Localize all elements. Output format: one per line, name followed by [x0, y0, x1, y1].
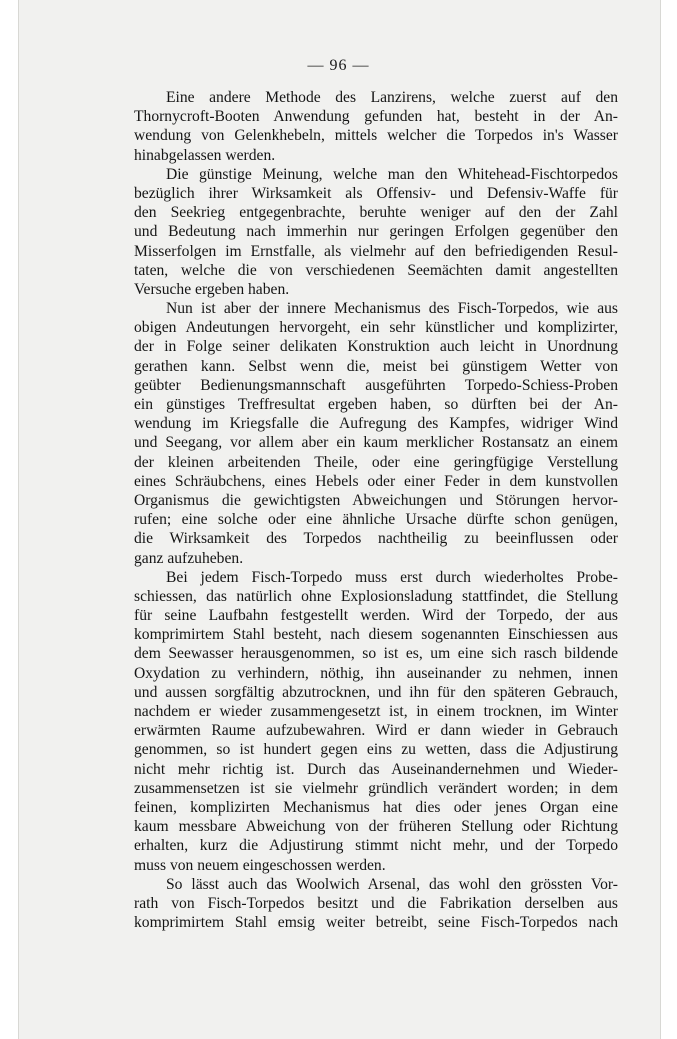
- body-text: [134, 88, 618, 932]
- text-line: komprimirtem Stahl besteht, nach diesem sogenannten Einschiessen aus: [134, 626, 618, 644]
- text-line: Thornycroft-Booten Anwendung gefunden hat, besteht in der An-: [134, 108, 618, 126]
- text-line: erhalten, kurz die Adjustirung stimmt nicht mehr, und der Torpedo: [134, 837, 618, 855]
- text-line: wendung von Gelenkhebeln, mittels welcher die Torpedos in's Wasser: [134, 127, 618, 145]
- text-line: komprimirtem Stahl emsig weiter betreibt, seine Fisch-Torpedos nach: [134, 914, 618, 932]
- text-line: geübter Bedienungsmannschaft ausgeführten Torpedo-Schiess-Proben: [134, 376, 618, 394]
- text-line: So lässt auch das Woolwich Arsenal, das wohl den grössten Vor-: [166, 875, 618, 893]
- text-line: und Bedeutung nach immerhin nur geringen Erfolgen gegenüber den: [134, 223, 618, 241]
- text-line: kaum messbare Abweichung von der früheren Stellung oder Richtung: [134, 818, 618, 836]
- text-line: gerathen kann. Selbst wenn die, meist bei günstigem Wetter von: [134, 357, 618, 375]
- text-line: Die günstige Meinung, welche man den Whitehead-Fischtorpedos: [166, 165, 618, 183]
- text-line: erwärmten Raume aufzubewahren. Wird er dann wieder in Gebrauch: [134, 722, 618, 740]
- text-line: der in Folge seiner delikaten Konstruktion auch leicht in Unordnung: [134, 338, 618, 356]
- text-line: Versuche ergeben haben.: [134, 280, 290, 298]
- text-line: ein günstiges Treffresultat ergeben haben, so dürften bei der An-: [134, 396, 618, 413]
- text-line: nicht mehr richtig ist. Durch das Auseinandernehmen und Wieder-: [134, 760, 618, 778]
- text-line: bezüglich ihrer Wirksamkeit als Offensiv- und Defensiv-Waffe für: [134, 184, 618, 202]
- text-line: für seine Laufbahn festgestellt werden. Wird der Torpedo, der aus: [134, 607, 618, 625]
- text-line: Oxydation zu verhindern, nöthig, ihn auseinander zu nehmen, innen: [134, 664, 618, 682]
- text-line: und aussen sorgfältig abzutrocknen, und ihn für den späteren Gebrauch,: [134, 683, 618, 701]
- text-line: schiessen, das natürlich ohne Explosionsladung stattfindet, die Stellung: [134, 587, 618, 605]
- text-line: Bei jedem Fisch-Torpedo muss erst durch wiederholtes Probe-: [166, 568, 618, 586]
- text-line: dem Seewasser herausgenommen, so ist es, um eine sich rasch bildende: [134, 645, 618, 663]
- text-line: eines Schräubchens, eines Hebels oder einer Feder in dem kunstvollen: [134, 472, 618, 490]
- text-line: taten, welche die von verschiedenen Seemächten damit angestellten: [134, 261, 618, 279]
- text-line: Organismus die gewichtigsten Abweichungen und Störungen hervor-: [134, 491, 618, 509]
- text-line: feinen, komplizirten Mechanismus hat dies oder jenes Organ eine: [134, 798, 618, 816]
- text-line: Eine andere Methode des Lanzirens, welche zuerst auf den: [166, 89, 618, 106]
- text-line: hinabgelassen werden.: [134, 146, 276, 164]
- text-line: und Seegang, vor allem aber ein kaum merklicher Rostansatz an einem: [134, 434, 618, 452]
- text-line: nachdem er wieder zusammengesetzt ist, in einem trocknen, im Winter: [134, 703, 618, 720]
- text-line: zusammensetzen ist sie vielmehr gründlich verändert worden; in dem: [134, 779, 618, 797]
- text-line: den Seekrieg entgegenbrachte, beruhte weniger auf den der Zahl: [134, 204, 618, 222]
- page-number: — 96 —: [307, 57, 370, 74]
- text-line: rufen; eine solche oder eine ähnliche Ursache dürfte schon genügen,: [134, 511, 618, 529]
- text-line: Nun ist aber der innere Mechanismus des Fisch-Torpedos, wie aus: [166, 300, 618, 318]
- text-line: muss von neuem eingeschossen werden.: [134, 856, 386, 874]
- text-line: der kleinen arbeitenden Theile, oder eine geringfügige Verstellung: [134, 453, 618, 471]
- text-line: rath von Fisch-Torpedos besitzt und die Fabrikation derselben aus: [134, 894, 618, 912]
- text-line: die Wirksamkeit des Torpedos nachtheilig zu beeinflussen oder: [134, 530, 618, 548]
- text-line: obigen Andeutungen hervorgeht, ein sehr künstlicher und komplizirter,: [134, 319, 618, 337]
- text-line: genommen, so ist hundert gegen eins zu wetten, dass die Adjustirung: [134, 741, 618, 759]
- text-line: ganz aufzuheben.: [134, 549, 244, 567]
- text-line: wendung im Kriegsfalle die Aufregung des Kampfes, widriger Wind: [134, 415, 618, 433]
- text-line: Misserfolgen im Ernstfalle, als vielmehr auf den befriedigenden Resul-: [134, 242, 618, 260]
